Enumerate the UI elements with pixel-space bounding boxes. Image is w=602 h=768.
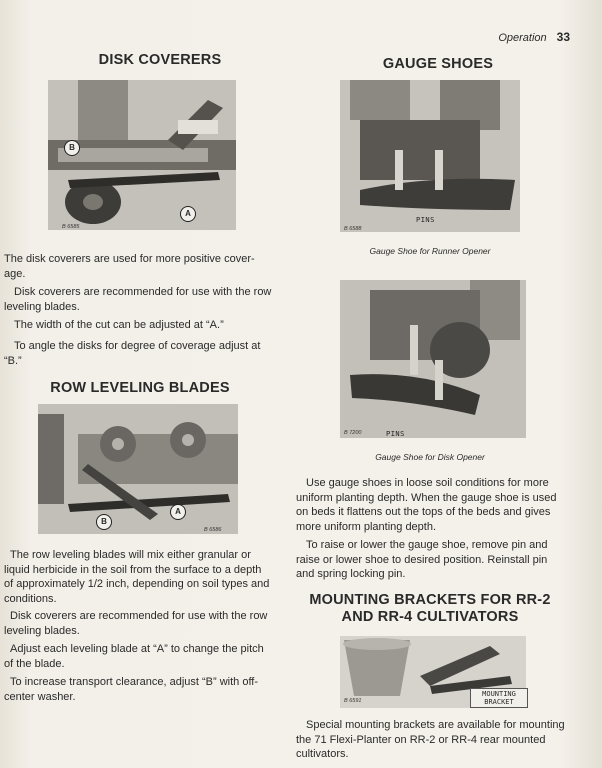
row-leveling-paragraph-1: The row leveling blades will mix either granular or liquid herbicide in the soil from the surface to a depth of approximately 1/2 inch, depending on soil types and conditions. bbox=[4, 549, 270, 605]
disk-coverers-photo bbox=[48, 80, 236, 230]
mounting-brackets-paragraph: Special mounting brackets are available for mounting the 71 Flexi-Planter on RR-2 or RR-4 rear mounted cultivators. bbox=[296, 719, 565, 760]
gauge-shoe-disk-caption: Gauge Shoe for Disk Opener bbox=[375, 452, 485, 462]
gauge-shoe-disk-pins-label: PINS bbox=[386, 430, 405, 438]
disk-coverers-paragraph-3: The width of the cut can be adjusted at “A.” bbox=[14, 319, 224, 331]
disk-coverers-callout-b: B bbox=[64, 140, 80, 156]
disk-coverers-callout-a: A bbox=[180, 206, 196, 222]
section-title: Operation bbox=[498, 32, 547, 44]
row-leveling-photo bbox=[38, 404, 238, 534]
row-leveling-callout-b: B bbox=[96, 514, 112, 530]
page-number: 33 bbox=[556, 30, 570, 44]
mounting-brackets-heading-line-1: MOUNTING BRACKETS FOR RR-2 bbox=[309, 592, 551, 608]
row-leveling-paragraph-3: Adjust each leveling blade at “A” to change the pitch of the blade. bbox=[4, 643, 264, 670]
gauge-shoe-disk-photo bbox=[340, 280, 526, 438]
gauge-shoe-runner-photo bbox=[340, 80, 520, 232]
disk-coverers-fig-id: B 6585 bbox=[62, 224, 80, 230]
disk-coverers-paragraph-1: The disk coverers are used for more positive cover-age. bbox=[4, 253, 255, 280]
gauge-shoes-heading: GAUGE SHOES bbox=[382, 56, 494, 72]
page-header bbox=[498, 30, 570, 44]
mounting-brackets-heading-line-2: AND RR-4 CULTIVATORS bbox=[341, 609, 519, 625]
gauge-shoes-paragraph-2: To raise or lower the gauge shoe, remove pin and raise or lower shoe to desired position. Reinstall pin and spring locking pin. bbox=[296, 539, 548, 580]
mounting-bracket-fig-id: B 6591 bbox=[344, 698, 362, 704]
gauge-shoes-paragraph-1: Use gauge shoes in loose soil conditions for more uniform planting depth. When the gauge shoe is used on beds it flattens out the tops of the beds and gives more uniform planting depth. bbox=[296, 477, 557, 533]
row-leveling-fig-id: B 6586 bbox=[204, 527, 222, 533]
gauge-shoe-disk-fig-id: B 7200 bbox=[344, 430, 362, 436]
gauge-shoe-runner-caption: Gauge Shoe for Runner Opener bbox=[369, 246, 491, 256]
row-leveling-heading: ROW LEVELING BLADES bbox=[50, 380, 230, 396]
gauge-shoe-runner-fig-id: B 6588 bbox=[344, 226, 362, 232]
mounting-bracket-label: MOUNTING BRACKET bbox=[470, 688, 528, 708]
row-leveling-callout-a: A bbox=[170, 504, 186, 520]
disk-coverers-paragraph-4: To angle the disks for degree of coverage adjust at “B.” bbox=[4, 340, 261, 367]
disk-coverers-paragraph-2: Disk coverers are recommended for use with the row leveling blades. bbox=[4, 286, 272, 313]
disk-coverers-heading: DISK COVERERS bbox=[98, 52, 222, 68]
row-leveling-paragraph-4: To increase transport clearance, adjust “B” with off-center washer. bbox=[4, 676, 259, 703]
gauge-shoe-runner-pins-label: PINS bbox=[416, 216, 435, 224]
row-leveling-paragraph-2: Disk coverers are recommended for use with the row leveling blades. bbox=[4, 610, 268, 637]
mounting-brackets-heading bbox=[300, 592, 560, 626]
